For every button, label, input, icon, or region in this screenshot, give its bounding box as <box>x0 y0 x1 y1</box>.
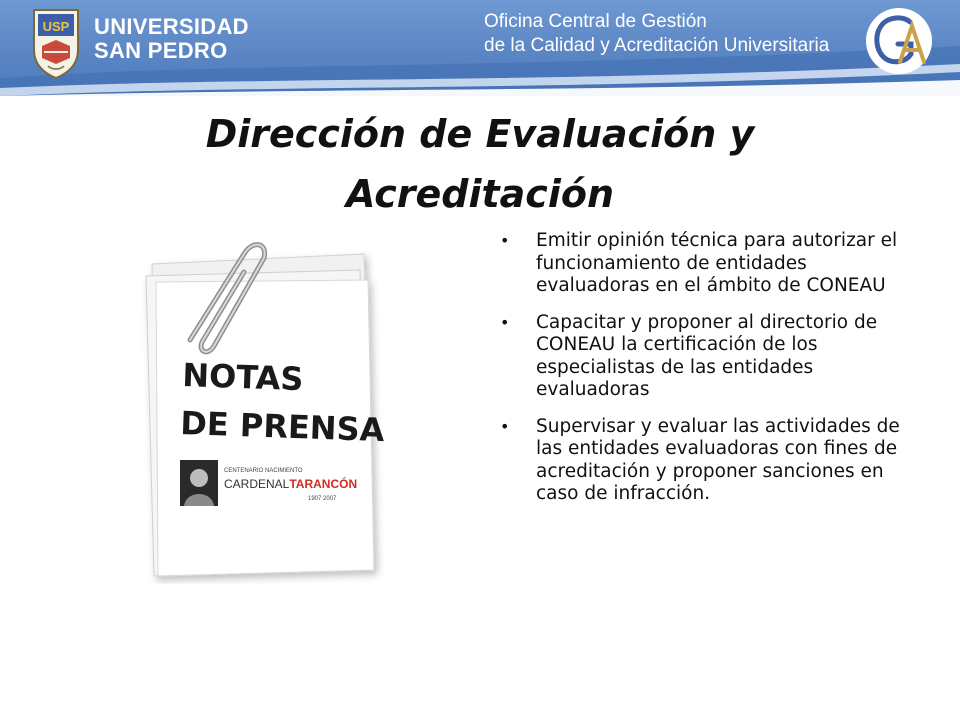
header-banner <box>0 0 960 96</box>
university-name-line1: UNIVERSIDAD <box>94 14 249 39</box>
bullet-item <box>500 312 910 402</box>
office-name <box>484 10 829 58</box>
bullet-item <box>500 230 910 298</box>
press-notes-line1: NOTAS <box>181 356 305 399</box>
ga-monogram-icon <box>864 6 934 76</box>
university-name-line2: SAN PEDRO <box>94 38 228 63</box>
caption-name <box>224 476 357 491</box>
university-name <box>94 15 249 63</box>
bullet-dot-icon: • <box>500 416 510 436</box>
caption-name-b: TARANCÓN <box>289 477 358 491</box>
bullet-dot-icon: • <box>500 231 510 250</box>
office-name-line2: de la Calidad y Acreditación Universitaria <box>484 35 830 56</box>
bullet-item <box>500 416 910 506</box>
caption-years: 1907 2007 <box>308 496 337 502</box>
caption-small: CENTENARIO NACIMIENTO <box>224 468 303 474</box>
press-notes-illustration <box>128 224 398 584</box>
bullet-text: Emitir opinión técnica para autorizar el funcionamiento de entidades evaluadoras en el ámbito de CONEAU <box>536 230 898 296</box>
office-name-line1: Oficina Central de Gestión <box>484 11 707 32</box>
caption-name-a: CARDENAL <box>224 477 290 491</box>
bullet-list <box>500 230 910 520</box>
bullet-dot-icon: • <box>500 312 510 332</box>
bullet-text: Capacitar y proponer al directorio de CONEAU la certificación de los especialistas de las entidades evaluadoras <box>536 311 878 400</box>
bullet-text: Supervisar y evaluar las actividades de las entidades evaluadoras con fines de acreditación y proponer sanciones en caso de infracción. <box>536 415 900 504</box>
university-crest-icon <box>28 6 84 80</box>
slide-title: Dirección de Evaluación y Acreditación <box>205 112 755 216</box>
press-notes-line2: DE PRENSA <box>179 404 386 450</box>
crest-letters: USP <box>42 19 70 34</box>
